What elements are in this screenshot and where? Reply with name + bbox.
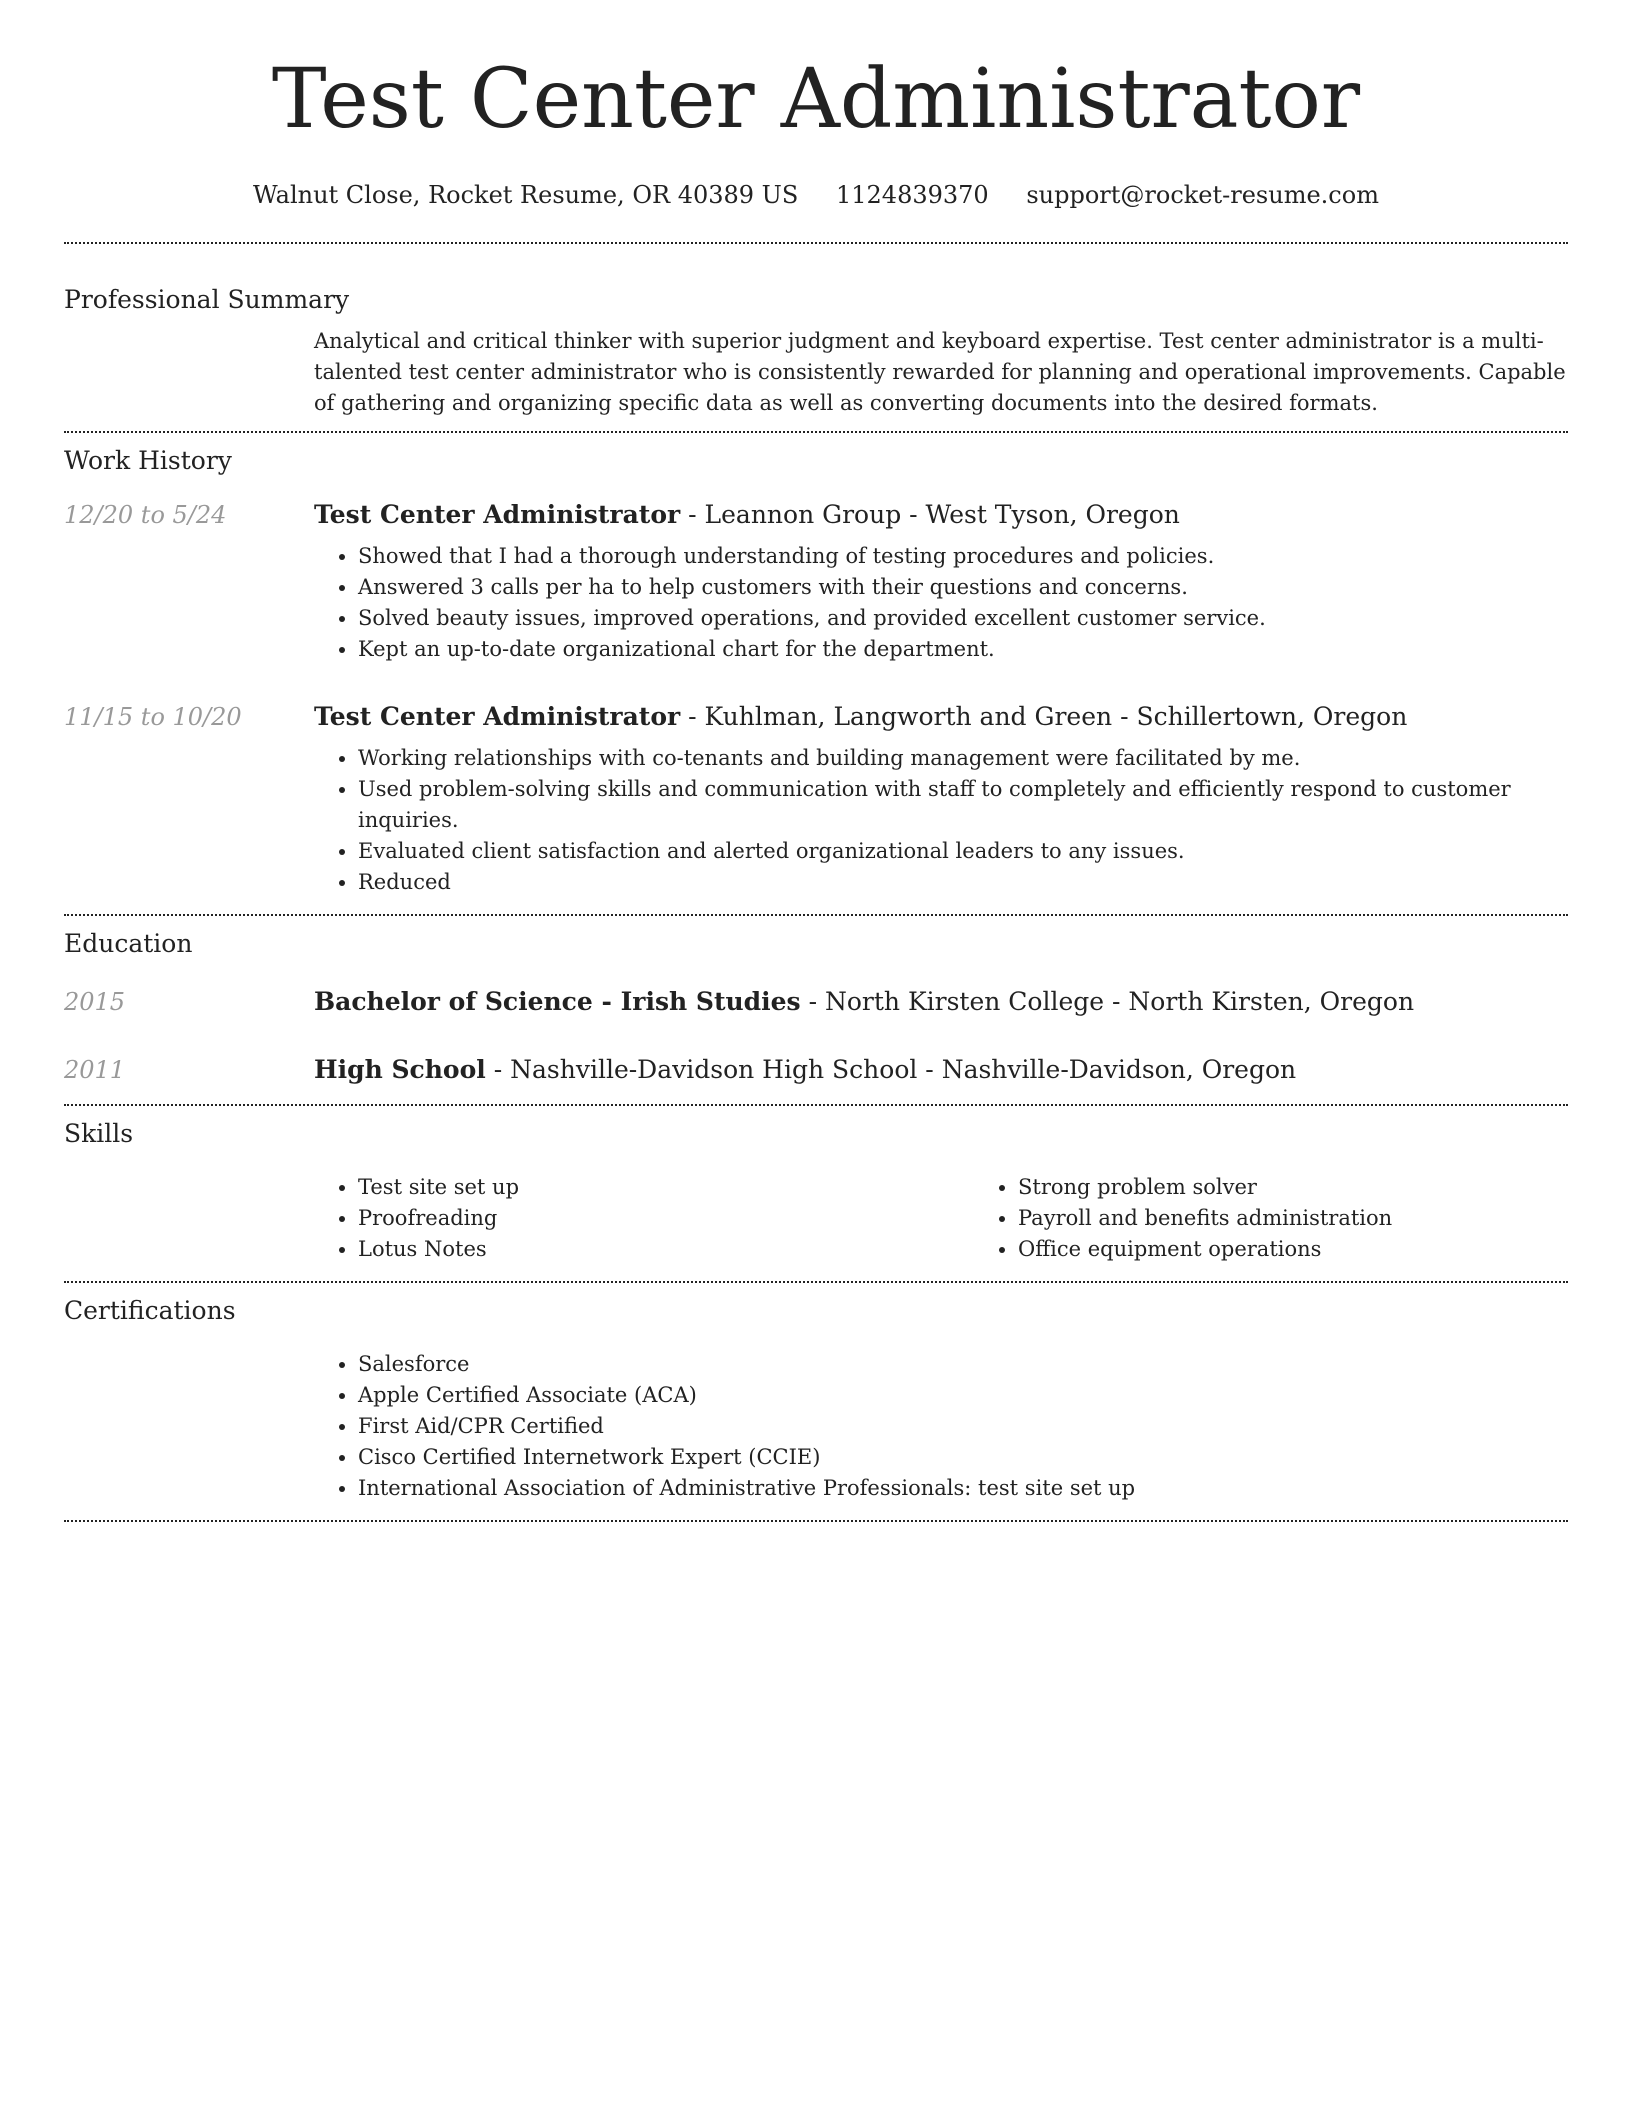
summary-heading: Professional Summary [64, 285, 350, 314]
education-details: - North Kirsten College - North Kirsten, Oregon [800, 987, 1415, 1016]
contact-line [64, 180, 1568, 210]
resume-page [64, 0, 1568, 1522]
list-item: • Solved beauty issues, improved operations, and provided excellent customer service. [358, 603, 1568, 634]
list-item: • Working relationships with co-tenants and building management were facilitated by me. [358, 743, 1568, 774]
section-divider [64, 1520, 1568, 1522]
section-divider [64, 431, 1568, 433]
list-item: • Test site set up [358, 1172, 974, 1203]
skills-row [64, 1172, 1568, 1265]
job-role: Test Center Administrator [314, 500, 681, 529]
section-divider [64, 1281, 1568, 1283]
list-item: • Kept an up-to-date organizational chart for the department. [358, 634, 1568, 665]
education-degree: Bachelor of Science - Irish Studies [314, 987, 801, 1016]
contact-phone: 1124839370 [835, 181, 989, 209]
list-item: • Used problem-solving skills and communication with staff to completely and efficiently respond to customer inquiries. [358, 774, 1568, 836]
work-history-heading: Work History [64, 446, 232, 475]
education-heading: Education [64, 929, 193, 958]
list-item: • First Aid/CPR Certified [358, 1411, 1568, 1442]
job-role: Test Center Administrator [314, 702, 681, 731]
list-item: • Proofreading [358, 1203, 974, 1234]
job-heading [314, 701, 1568, 733]
list-item: • Strong problem solver [1018, 1172, 1632, 1203]
contact-address: Walnut Close, Rocket Resume, OR 40389 US [253, 181, 799, 209]
contact-email: support@rocket-resume.com [1026, 181, 1379, 209]
section-divider [64, 914, 1568, 916]
list-item: • Answered 3 calls per ha to help customers with their questions and concerns. [358, 572, 1568, 603]
job-details: - Leannon Group - West Tyson, Oregon [680, 500, 1180, 529]
summary-text: Analytical and critical thinker with superior judgment and keyboard expertise. Test center administrator is a multi-talented test center administrator who is consistently rewarded for planning and operational improvements. Capable of gathering and organizing specific data as well as converting documents into the desired formats. [314, 329, 1566, 415]
job-heading [314, 499, 1568, 531]
skills-heading: Skills [64, 1119, 134, 1148]
certifications-heading: Certifications [64, 1296, 236, 1325]
list-item: • Cisco Certified Internetwork Expert (CCIE) [358, 1442, 1568, 1473]
job-details: - Kuhlman, Langworth and Green - Schillertown, Oregon [680, 702, 1408, 731]
section-divider [64, 242, 1568, 244]
job-bullets [314, 541, 1568, 665]
list-item: • International Association of Administrative Professionals: test site set up [358, 1473, 1568, 1504]
candidate-name: Test Center Administrator [271, 52, 1361, 147]
job-entry [64, 701, 1568, 898]
job-dates: 11/15 to 10/20 [64, 703, 242, 731]
list-item: • Evaluated client satisfaction and alerted organizational leaders to any issues. [358, 836, 1568, 867]
education-year: 2011 [64, 1056, 126, 1084]
certifications-row [64, 1349, 1568, 1504]
education-year: 2015 [64, 988, 126, 1016]
education-entry [64, 1054, 1568, 1086]
education-entry [64, 986, 1568, 1018]
job-dates: 12/20 to 5/24 [64, 501, 227, 529]
skills-columns [314, 1172, 1632, 1265]
list-item: • Office equipment operations [1018, 1234, 1632, 1265]
list-item: • Reduced [358, 867, 1568, 898]
list-item: • Salesforce [358, 1349, 1568, 1380]
list-item: • Showed that I had a thorough understanding of testing procedures and policies. [358, 541, 1568, 572]
skills-list-left [314, 1172, 974, 1265]
list-item: • Apple Certified Associate (ACA) [358, 1380, 1568, 1411]
job-entry [64, 499, 1568, 665]
certifications-list [314, 1349, 1568, 1504]
section-divider [64, 1104, 1568, 1106]
skills-list-right [974, 1172, 1632, 1265]
list-item: • Lotus Notes [358, 1234, 974, 1265]
education-details: - Nashville-Davidson High School - Nashville-Davidson, Oregon [485, 1055, 1297, 1084]
education-degree: High School [314, 1055, 486, 1084]
summary-row [64, 326, 1568, 419]
job-bullets [314, 743, 1568, 898]
list-item: • Payroll and benefits administration [1018, 1203, 1632, 1234]
